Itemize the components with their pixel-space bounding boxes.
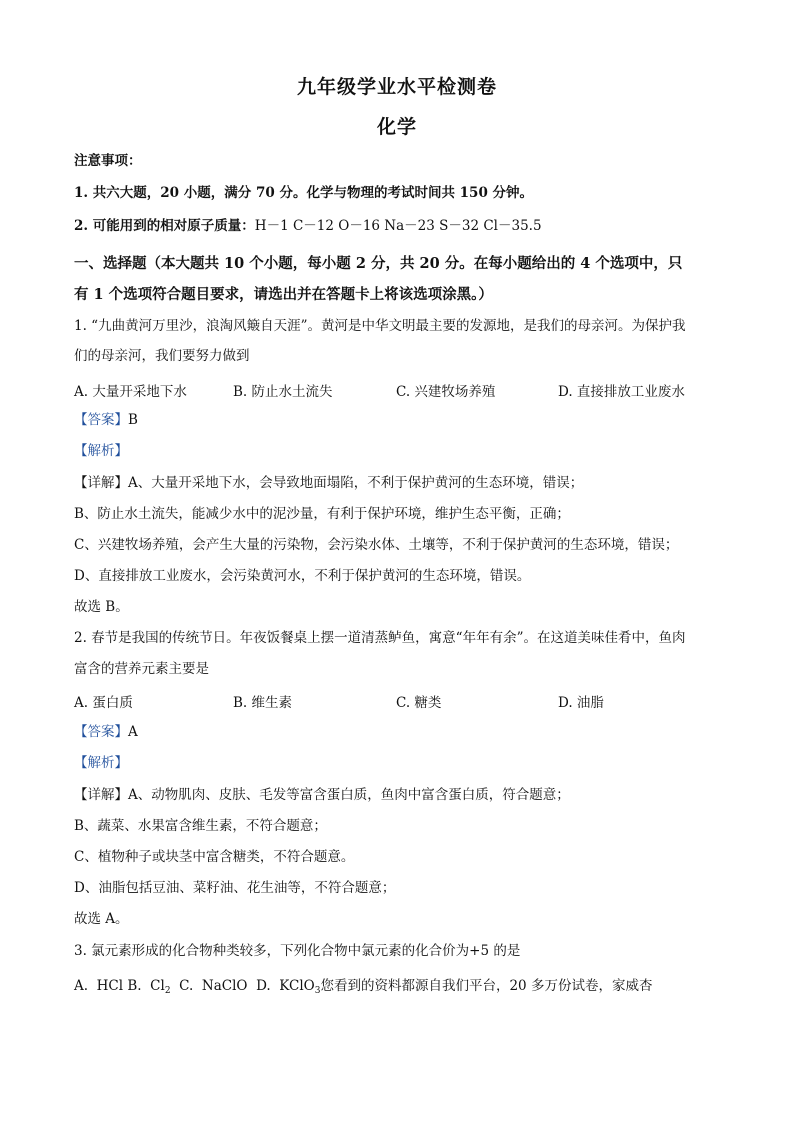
q3-option-b-label: B.: [127, 978, 142, 994]
q3-option-a-formula: HCl: [96, 978, 124, 994]
notes-heading: 注意事项：: [74, 153, 142, 169]
q2-stem-line-1: 2. 春节是我国的传统节日。年夜饭餐桌上摆一道清蒸鲈鱼，寓意“年年有余”。在这道美味佳肴中，鱼肉: [74, 630, 686, 646]
q3-option-b-formula: $Cl_2$: [150, 978, 171, 996]
q3-stem: 3. 氯元素形成的化合物种类较多，下列化合物中氯元素的化合价为+5 的是: [74, 943, 521, 959]
answer-value: B: [128, 412, 138, 428]
q1-detail-d: D、直接排放工业废水，会污染黄河水，不利于保护黄河的生态环境，错误。: [74, 568, 531, 584]
detail-tag: 【详解】: [74, 475, 128, 491]
q2-detail-d: D、油脂包括豆油、菜籽油、花生油等，不符合题意；: [74, 880, 396, 896]
atomic-masses: H－1 C－12 O－16 Na－23 S－32 Cl－35.5: [254, 218, 542, 234]
q2-detail-a: [74, 785, 738, 805]
q3-trailing-watermark-text: 您看到的资料都源自我们平台，20 多万份试卷，家威杏: [320, 978, 653, 994]
q1-detail-c: C、兴建牧场养殖，会产生大量的污染物，会污染水体、土壤等，不利于保护黄河的生态环境，错误；: [74, 537, 679, 553]
section-heading-line-2: 有 1 个选项符合题目要求，请选出并在答题卡上将该选项涂黑。）: [74, 286, 493, 303]
detail-tag: 【详解】: [74, 787, 128, 803]
q1-analysis-tag: 【解析】: [74, 443, 128, 459]
answer-tag: 【答案】: [74, 724, 128, 740]
q2-conclusion: 故选 A。: [74, 911, 129, 927]
q2-option-b: B. 维生素: [233, 695, 293, 711]
q2-option-c: C. 糖类: [396, 695, 442, 711]
q1-detail-a: [74, 473, 738, 493]
q2-stem-line-2: 富含的营养元素主要是: [74, 661, 209, 677]
q1-option-a: A. 大量开采地下水: [74, 384, 187, 400]
q3-option-d-label: D.: [256, 978, 271, 994]
q1-answer: [74, 410, 738, 430]
note-1: 1. 共六大题，20 小题，满分 70 分。化学与物理的考试时间共 150 分钟。: [74, 185, 534, 201]
q3-option-d-formula: KClO$_3$: [279, 978, 321, 996]
q1-stem-line-1: 1. “九曲黄河万里沙，浪淘风簸自天涯”。黄河是中华文明最主要的发源地，是我们的母亲河。为保护我: [74, 318, 686, 334]
q2-analysis-tag: 【解析】: [74, 755, 128, 771]
note-2-prefix: 2. 可能用到的相对原子质量：: [74, 218, 255, 234]
q1-option-b: B. 防止水土流失: [233, 384, 333, 400]
q3-option-a-label: A.: [74, 978, 89, 994]
exam-title: 九年级学业水平检测卷: [296, 76, 497, 98]
q2-option-a: A. 蛋白质: [74, 695, 133, 711]
q2-detail-c: C、植物种子或块茎中富含糖类，不符合题意。: [74, 849, 355, 865]
detail-text: A、大量开采地下水，会导致地面塌陷，不利于保护黄河的生态环境，错误；: [128, 475, 584, 491]
detail-text: A、动物肌肉、皮肤、毛发等富含蛋白质，鱼肉中富含蛋白质，符合题意；: [128, 787, 570, 803]
q1-stem-line-2: 们的母亲河，我们要努力做到: [74, 348, 250, 364]
q3-options: [74, 976, 738, 1001]
q1-detail-b: B、防止水土流失，能减少水中的泥沙量，有利于保护环境，维护生态平衡，正确；: [74, 506, 570, 522]
answer-tag: 【答案】: [74, 412, 128, 428]
subject-title: 化学: [376, 116, 417, 138]
note-2: [74, 216, 738, 236]
q3-option-c-label: C.: [179, 978, 194, 994]
q1-option-d: D. 直接排放工业废水: [558, 384, 685, 400]
q1-option-c: C. 兴建牧场养殖: [396, 384, 496, 400]
q3-option-c-formula: NaClO: [201, 978, 248, 994]
q2-detail-b: B、蔬菜、水果富含维生素，不符合题意；: [74, 818, 327, 834]
q1-conclusion: 故选 B。: [74, 599, 129, 615]
q2-answer: [74, 722, 738, 742]
section-heading-line-1: 一、选择题（本大题共 10 个小题，每小题 2 分，共 20 分。在每小题给出的 4 个选项中，只: [74, 255, 683, 272]
answer-value: A: [128, 724, 138, 740]
q2-option-d: D. 油脂: [558, 695, 604, 711]
